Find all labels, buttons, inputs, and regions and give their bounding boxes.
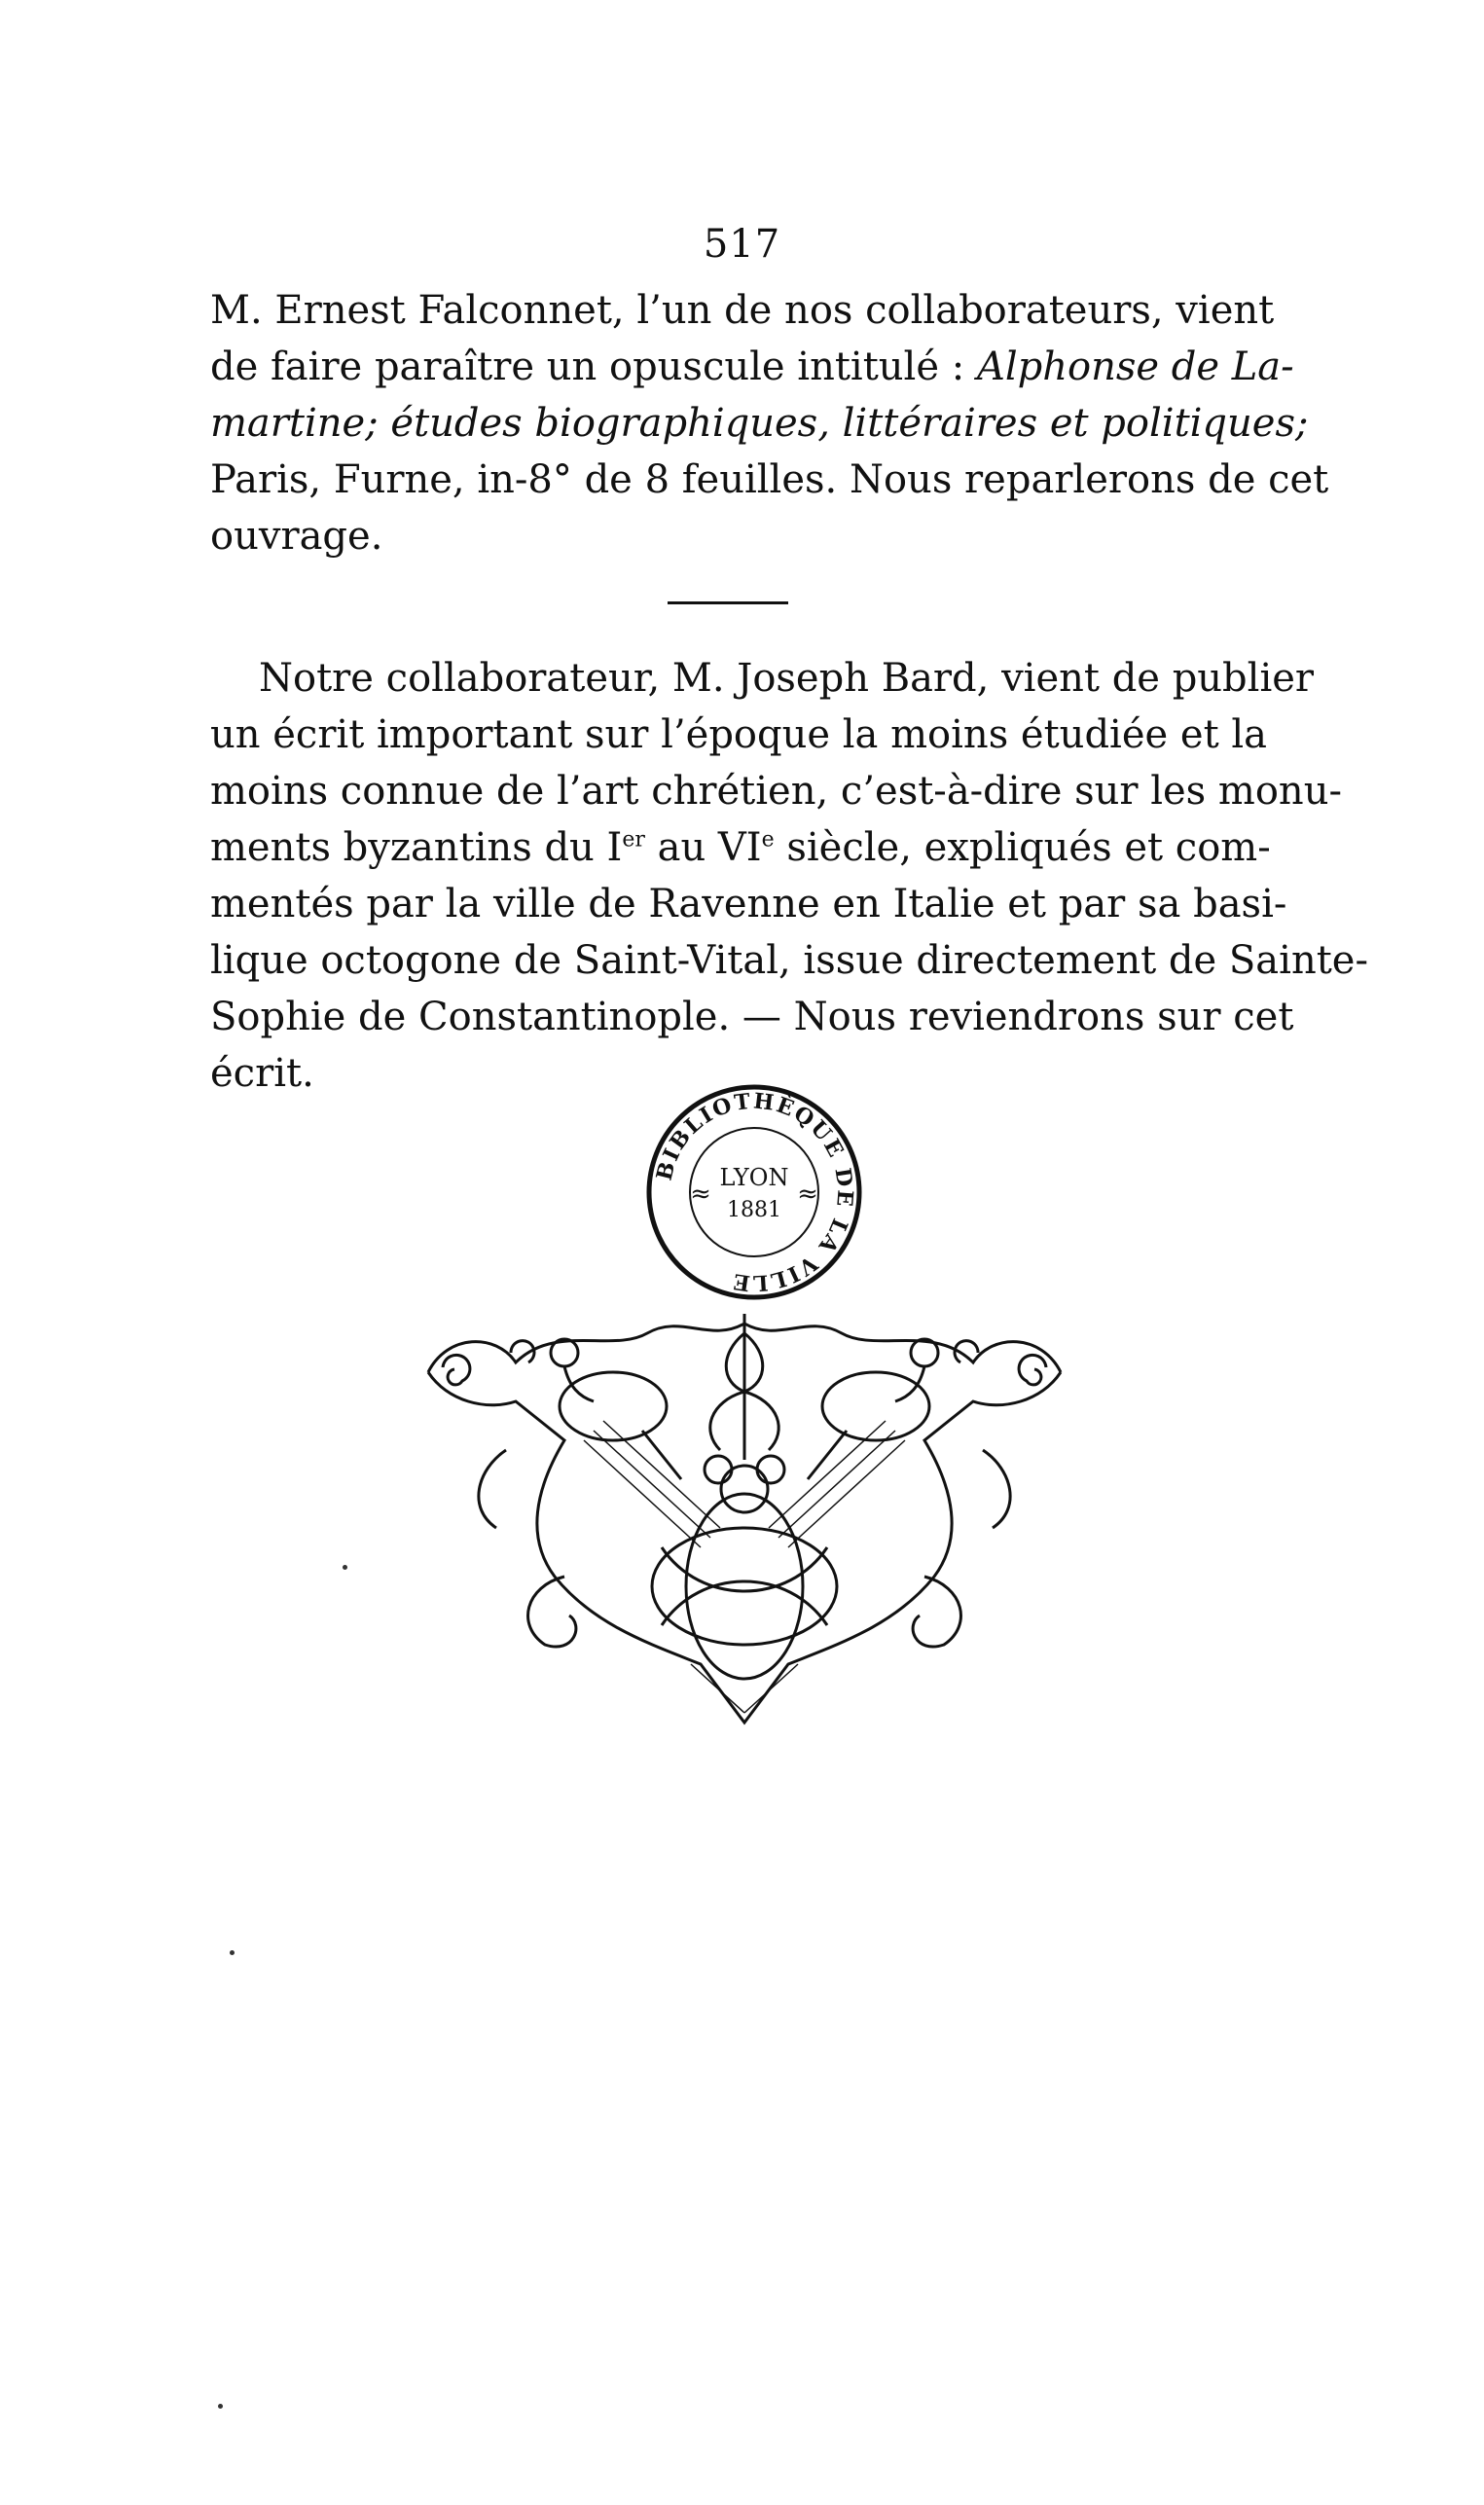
- section-separator: [668, 601, 788, 604]
- svg-text:≈: ≈: [690, 1180, 711, 1209]
- italic-title: Alphonse de La-: [976, 345, 1294, 389]
- italic-title: martine; études biographiques, littéraires et politiques;: [210, 401, 1309, 446]
- text-line: Paris, Furne, in-8° de 8 feuilles. Nous reparlerons de cet: [210, 457, 1329, 502]
- print-speck: [230, 1950, 235, 1955]
- page-number: 517: [703, 222, 781, 267]
- text-line: mentés par la ville de Ravenne en Italie et par sa basi-: [210, 882, 1287, 926]
- svg-text:BIBLIOTHÈQUE DE LA VILLE: BIBLIOTHÈQUE DE LA VILLE: [651, 1088, 858, 1296]
- text-span: de faire paraître un opuscule intitulé :: [210, 345, 965, 389]
- text-line: M. Ernest Falconnet, l’un de nos collaborateurs, vient: [210, 288, 1275, 333]
- text-line: un écrit important sur l’époque la moins étudiée et la: [210, 712, 1267, 757]
- paragraph-1: [210, 282, 1329, 564]
- text-line: lique octogone de Saint-Vital, issue directement de Sainte-: [210, 938, 1368, 983]
- text-line: moins connue de l’art chrétien, c’est-à-dire sur les monu-: [210, 769, 1342, 814]
- svg-text:≈: ≈: [797, 1180, 818, 1209]
- svg-text:LYON: LYON: [719, 1164, 789, 1191]
- paragraph-2: [210, 650, 1368, 1102]
- library-stamp: [642, 1080, 866, 1304]
- print-speck: [343, 1565, 347, 1570]
- svg-text:1881: 1881: [727, 1198, 781, 1222]
- peacock-vignette-ornament-icon: [409, 1294, 1080, 1752]
- text-line: Notre collaborateur, M. Joseph Bard, vient de publier: [259, 656, 1315, 701]
- text-line: Sophie de Constantinople. — Nous reviendrons sur cet: [210, 995, 1294, 1039]
- text-line: [210, 339, 1294, 395]
- text-line: écrit.: [210, 1051, 314, 1096]
- text-line: ouvrage.: [210, 514, 383, 559]
- superscript: e: [761, 827, 775, 853]
- text-span: ments byzantins du I: [210, 825, 623, 870]
- text-span: au VI: [644, 825, 762, 870]
- print-speck: [218, 2404, 223, 2409]
- text-span: siècle, expliqués et com-: [774, 825, 1271, 870]
- text-line: [210, 819, 1271, 876]
- superscript: er: [622, 827, 645, 853]
